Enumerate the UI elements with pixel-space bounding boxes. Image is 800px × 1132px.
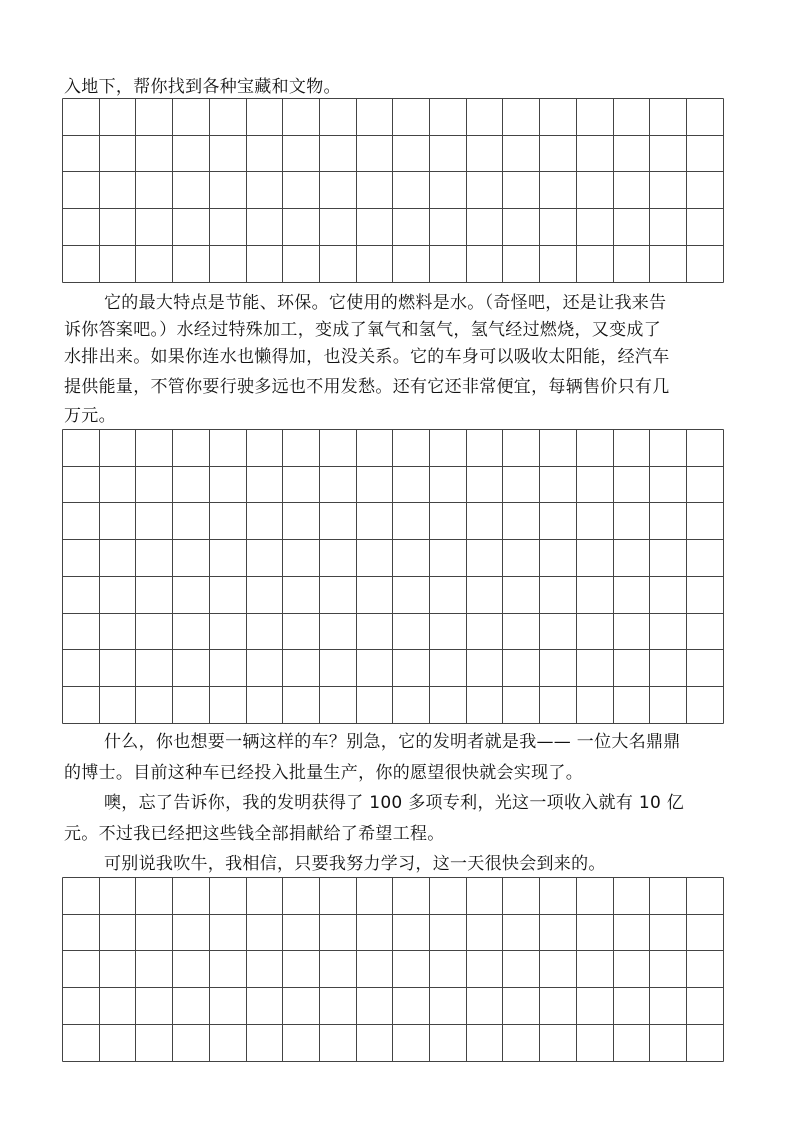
text-line: 可别说我吹牛，我相信，只要我努力学习，这一天很快会到来的。 [104, 854, 606, 874]
grid-3 [62, 877, 724, 1062]
text-line: 水排出来。如果你连水也懒得加，也没关系。它的车身可以吸收太阳能，经汽车 [64, 347, 670, 367]
grid-2 [62, 429, 724, 724]
text-line: 它的最大特点是节能、环保。它使用的燃料是水。（奇怪吧，还是让我来告 [104, 293, 667, 313]
text-line: 的博士。目前这种车已经投入批量生产，你的愿望很快就会实现了。 [64, 763, 583, 783]
grid-1 [62, 98, 724, 283]
text-line: 万元。 [64, 406, 116, 426]
text-line: 元。不过我已经把这些钱全部捐献给了希望工程。 [64, 824, 445, 844]
text-line: 噢，忘了告诉你，我的发明获得了 100 多项专利，光这一项收入就有 10 亿 [104, 793, 685, 813]
writing-grid-3 [62, 877, 723, 1062]
text-line: 诉你答案吧。）水经过特殊加工，变成了氧气和氢气，氢气经过燃烧，又变成了 [64, 320, 661, 340]
writing-grid-2 [62, 429, 723, 724]
text-line: 什么，你也想要一辆这样的车？别急，它的发明者就是我—— 一位大名鼎鼎 [104, 732, 681, 752]
text-line: 入地下，帮你找到各种宝藏和文物。 [64, 77, 341, 97]
writing-grid-1 [62, 98, 723, 283]
text-line: 提供能量，不管你要行驶多远也不用发愁。还有它还非常便宜，每辆售价只有几 [64, 377, 670, 397]
